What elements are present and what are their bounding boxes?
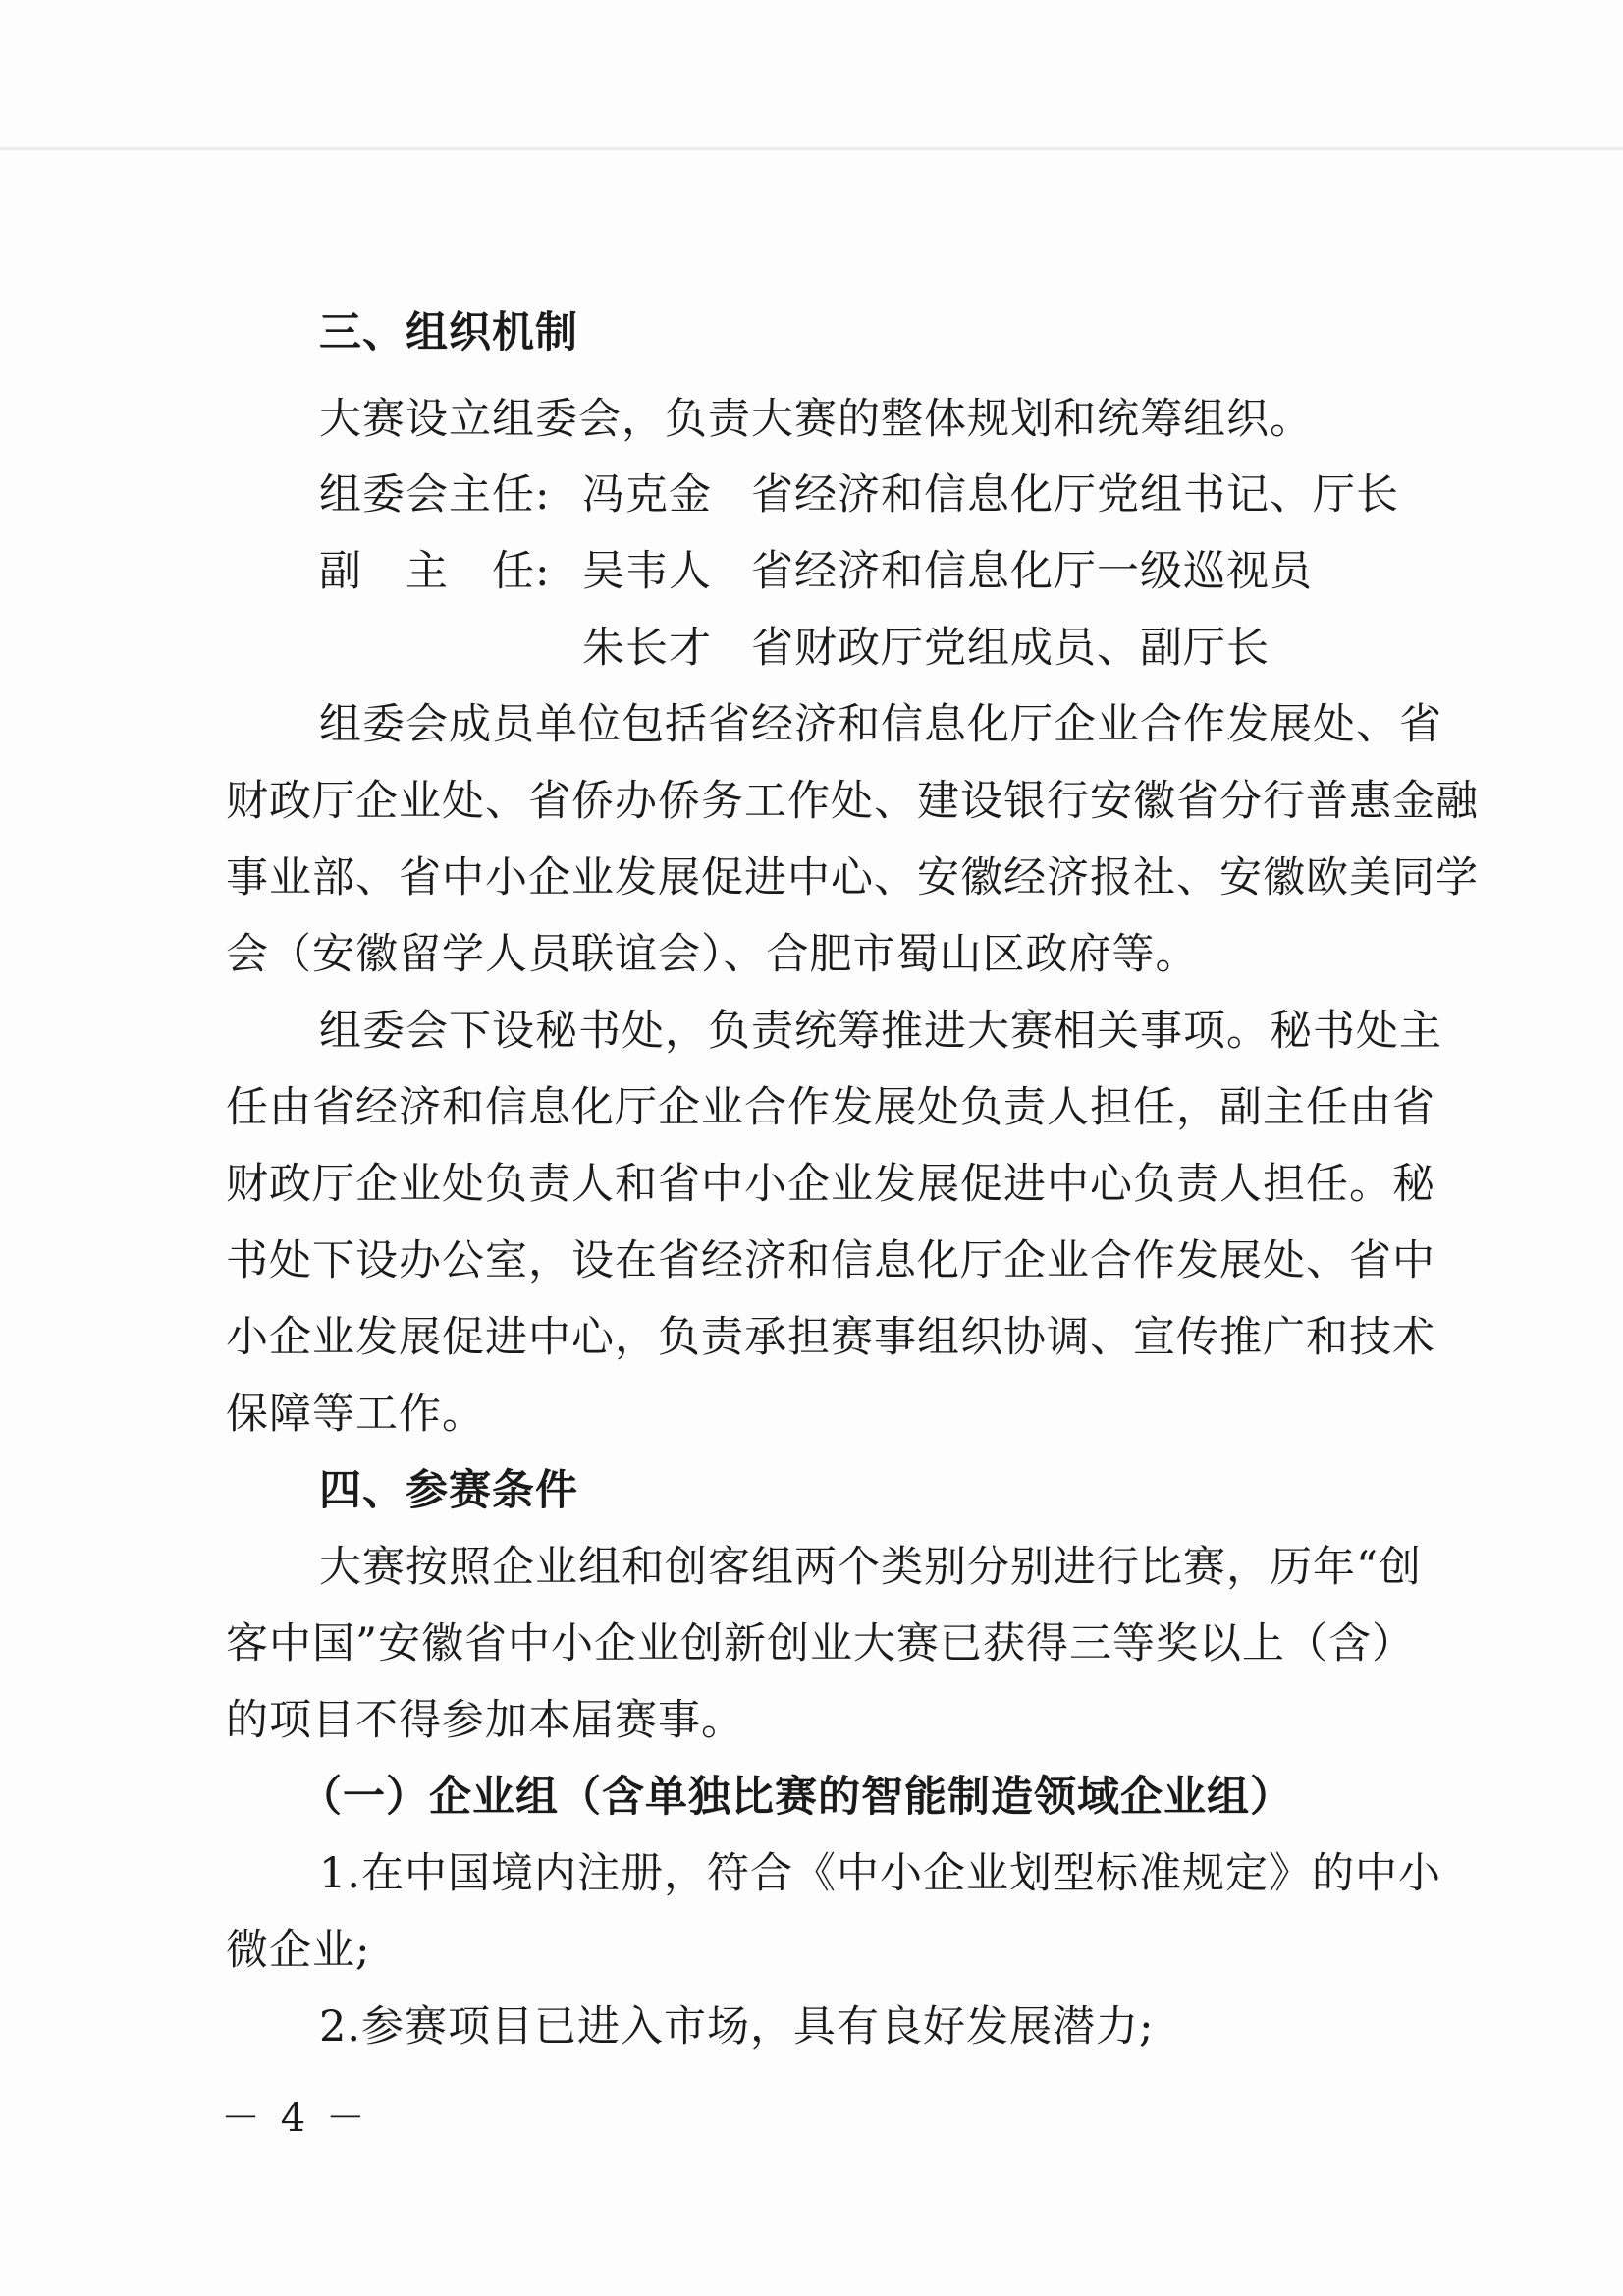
members-line: 会（安徽留学人员联谊会）、合肥市蜀山区政府等。 bbox=[226, 930, 1199, 979]
secretariat-line: 保障等工作。 bbox=[226, 1390, 485, 1439]
secretariat-line: 财政厅企业处负责人和省中小企业发展促进中心负责人担任。秘 bbox=[226, 1160, 1435, 1209]
secretariat-line: 任由省经济和信息化厅企业合作发展处负责人担任，副主任由省 bbox=[226, 1083, 1435, 1132]
section-4-heading: 四、参赛条件 bbox=[319, 1466, 578, 1515]
section-4-intro-line: 大赛按照企业组和创客组两个类别分别进行比赛，历年“创 bbox=[319, 1543, 1422, 1592]
condition-item-1-line: 1.在中国境内注册，符合《中小企业划型标准规定》的中小 bbox=[319, 1849, 1442, 1898]
deputy-1-title: 省经济和信息化厅一级巡视员 bbox=[751, 547, 1313, 596]
members-line: 事业部、省中小企业发展促进中心、安徽经济报社、安徽欧美同学 bbox=[226, 853, 1479, 902]
section-3-intro: 大赛设立组委会，负责大赛的整体规划和统筹组织。 bbox=[319, 395, 1313, 444]
condition-item-1-line: 微企业; bbox=[226, 1926, 371, 1975]
secretariat-line: 书处下设办公室，设在省经济和信息化厅企业合作发展处、省中 bbox=[226, 1236, 1435, 1285]
secretariat-line: 小企业发展促进中心，负责承担赛事组织协调、宣传推广和技术 bbox=[226, 1313, 1435, 1362]
deputy-2-name: 朱长才 bbox=[582, 624, 712, 673]
deputy-1-name: 吴韦人 bbox=[582, 547, 712, 596]
director-title: 省经济和信息化厅党组书记、厅长 bbox=[751, 470, 1399, 519]
page-number: － 4 － bbox=[221, 2096, 369, 2141]
secretariat-line: 组委会下设秘书处，负责统筹推进大赛相关事项。秘书处主 bbox=[319, 1007, 1442, 1056]
section-4-intro-line: 客中国”安徽省中小企业创新创业大赛已获得三等奖以上（含） bbox=[226, 1619, 1415, 1668]
deputy-2-title: 省财政厅党组成员、副厅长 bbox=[751, 624, 1270, 673]
members-line: 财政厅企业处、省侨办侨务工作处、建设银行安徽省分行普惠金融 bbox=[226, 777, 1479, 826]
condition-item-2: 2.参赛项目已进入市场，具有良好发展潜力; bbox=[319, 2002, 1155, 2051]
director-name: 冯克金 bbox=[582, 470, 712, 519]
enterprise-group-subheading: （一）企业组（含单独比赛的智能制造领域企业组） bbox=[299, 1773, 1293, 1822]
deputy-label: 副 主 任: bbox=[319, 547, 551, 596]
section-3-heading: 三、组织机制 bbox=[319, 308, 578, 357]
director-label: 组委会主任: bbox=[319, 470, 551, 519]
section-4-intro-line: 的项目不得参加本届赛事。 bbox=[226, 1696, 744, 1745]
page-edge-shadow bbox=[0, 147, 1623, 150]
members-line: 组委会成员单位包括省经济和信息化厅企业合作发展处、省 bbox=[319, 700, 1442, 749]
